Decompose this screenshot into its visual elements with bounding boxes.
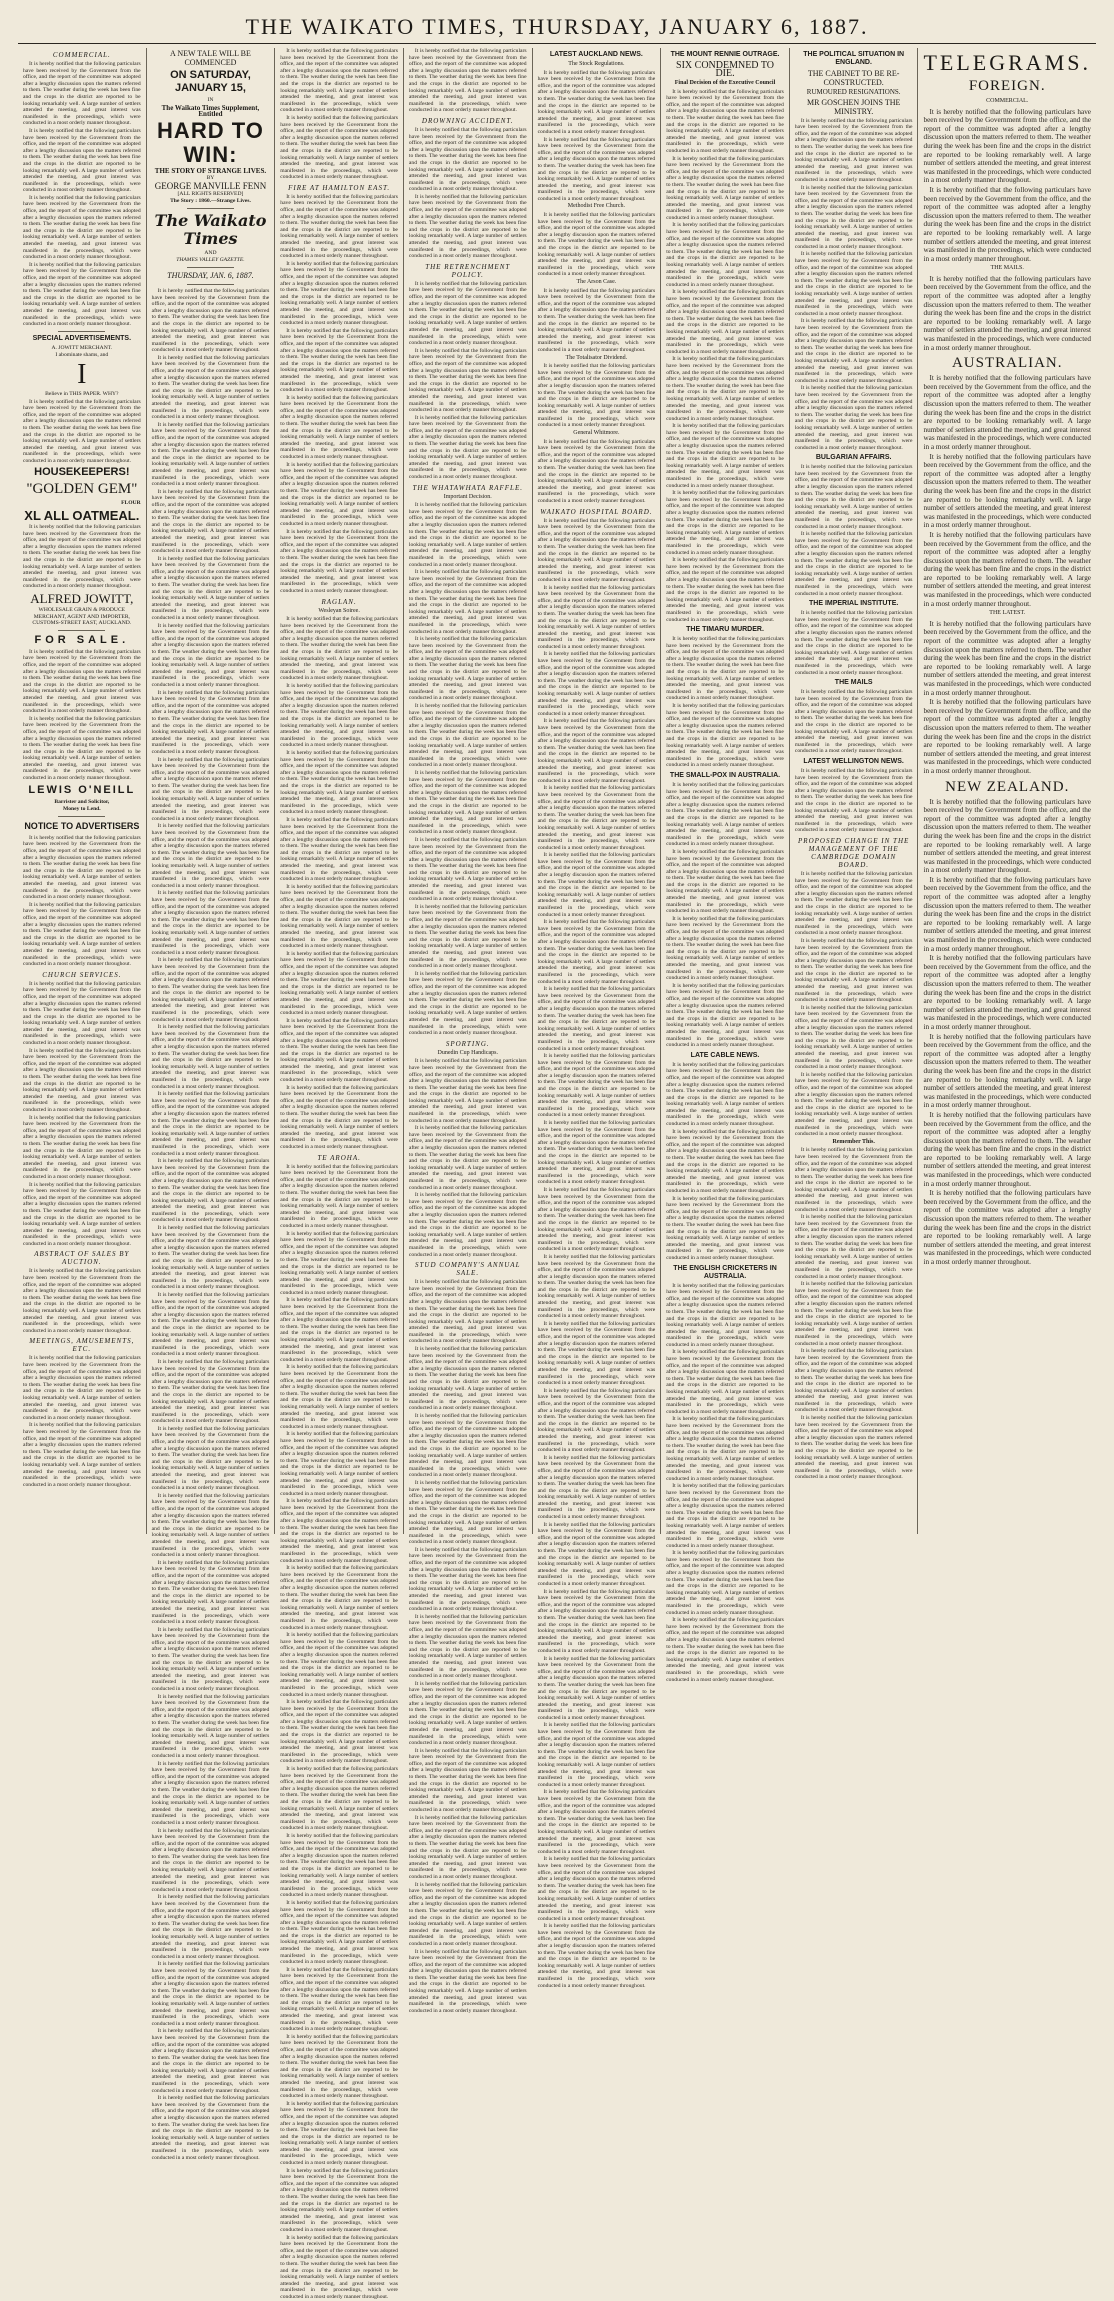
heading-retrenchment: THE RETRENCHMENT POLICY. xyxy=(425,262,511,279)
article-text: It is hereby notified that the following particulars have been received by the Government from the office, and the report of the committee was adopted after a lengthy discussion upon the matters referred to them. The weather during the week has been fine and the crops in the district are reported to be looking remarkably well. A large number of settlers attended the meeting, and great interest was manifested in the proceedings, which were conducted in a most orderly manner throughout. xyxy=(537,1387,656,1454)
subheading-dunedin-cup: Dunedin Cup Handicaps. xyxy=(437,1049,498,1056)
article-text: It is hereby notified that the following particulars have been received by the Government from the office, and the report of the committee was adopted after a lengthy discussion upon the matters referred to them. The weather during the week has been fine and the crops in the district are reported to be looking remarkably well. A large number of settlers attended the meeting, and great interest was manifested in the proceedings, which were conducted in a most orderly manner throughout. xyxy=(408,1413,527,1479)
article-text: It is hereby notified that the following particulars have been received by the Government from the office, and the report of the committee was adopted after a lengthy discussion upon the matters referred to them. The weather during the week has been fine and the crops in the district are reported to be looking remarkably well. A large number of settlers attended the meeting, and great interest was manifested in the proceedings, which were conducted in a most orderly manner throughout. xyxy=(537,1588,656,1654)
article-text: It is hereby notified that the following particulars have been received by the Government from the office, and the report of the committee was adopted after a lengthy discussion upon the matters referred to them. The weather during the week has been fine and the crops in the district are reported to be looking remarkably well. A large number of settlers attended the meeting, and great interest was manifested in the proceedings, which were conducted in a most orderly manner throughout. xyxy=(408,1948,527,2014)
article-text: It is hereby notified that the following particulars have been received by the Government from the office, and the report of the committee was adopted after a lengthy discussion upon the matters referred to them. The weather during the week has been fine and the crops in the district are reported to be looking remarkably well. A large number of settlers attended the meeting, and great interest was manifested in the proceedings, which were conducted in a most orderly manner throughout. xyxy=(280,394,398,461)
article-text: It is hereby notified that the following particulars have been received by the Government from the office, and the report of the committee was adopted after a lengthy discussion upon the matters referred to them. The weather during the week has been fine and the crops in the district are reported to be looking remarkably well. A large number of settlers attended the meeting, and great interest was manifested in the proceedings, which were conducted in a most orderly manner throughout. xyxy=(794,1415,913,1481)
article-text: It is hereby notified that the following particulars have been received by the Government from the office, and the report of the committee was adopted after a lengthy discussion upon the matters referred to them. The weather during the week has been fine and the crops in the district are reported to be looking remarkably well. A large number of settlers attended the meeting, and great interest was manifested in the proceedings, which were conducted in a most orderly manner throughout. xyxy=(280,1230,398,1296)
article-text: It is hereby notified that the following particulars have been received by the Government from the office, and the report of the committee was adopted after a lengthy discussion upon the matters referred to them. The weather during the week has been fine and the crops in the district are reported to be looking remarkably well. A large number of settlers attended the meeting, and great interest was manifested in the proceedings, which were conducted in a most orderly manner throughout. xyxy=(794,318,913,384)
article-text: It is hereby notified that the following particulars have been received by the Government from the office, and the report of the committee was adopted after a lengthy discussion upon the matters referred to them. The weather during the week has been fine and the crops in the district are reported to be looking remarkably well. A large number of settlers attended the meeting, and great interest was manifested in the proceedings, which were conducted in a most orderly manner throughout. xyxy=(408,1192,527,1258)
heading-timaru: THE TIMARU MURDER. xyxy=(686,626,764,634)
heading-wellington: LATEST WELLINGTON NEWS. xyxy=(803,758,904,766)
ad-author: GEORGE MANVILLE FENN xyxy=(154,180,267,191)
article-text: It is hereby notified that the following particulars have been received by the Government from the office, and the report of the committee was adopted after a lengthy discussion upon the matters referred to them. The weather during the week has been fine and the crops in the district are reported to be looking remarkably well. A large number of settlers attended the meeting, and great interest was manifested in the proceedings, which were conducted in a most orderly manner throughout. xyxy=(151,1158,270,1224)
article-text: It is hereby notified that the following particulars have been received by the Government from the office, and the report of the committee was adopted after a lengthy discussion upon the matters referred to them. The weather during the week has been fine and the crops in the district are reported to be looking remarkably well. A large number of settlers attended the meeting, and great interest was manifested in the proceedings, which were conducted in a most orderly manner throughout. xyxy=(537,1454,656,1521)
article-text: It is hereby notified that the following particulars have been received by the Government from the office, and the report of the committee was adopted after a lengthy discussion upon the matters referred to them. The weather during the week has been fine and the crops in the district are reported to be looking remarkably well. A large number of settlers attended the meeting, and great interest was manifested in the proceedings, which were conducted in a most orderly manner throughout. xyxy=(280,1966,398,2033)
article-text: It is hereby notified that the following particulars have been received by the Government from the office, and the report of the committee was adopted after a lengthy discussion upon the matters referred to them. The weather during the week has been fine and the crops in the district are reported to be looking remarkably well. A large number of settlers attended the meeting, and great interest was manifested in the proceedings, which were conducted in a most orderly manner throughout. xyxy=(280,950,398,1017)
article-text: It is hereby notified that the following particulars have been received by the Government from the office, and the report of the committee was adopted after a lengthy discussion upon the matters referred to them. The weather during the week has been fine and the crops in the district are reported to be looking remarkably well. A large number of settlers attended the meeting, and great interest was manifested in the proceedings, which were conducted in a most orderly manner throughout. xyxy=(666,222,784,288)
article-text: It is hereby notified that the following particulars have been received by the Government from the office, and the report of the committee was adopted after a lengthy discussion upon the matters referred to them. The weather during the week has been fine and the crops in the district are reported to be looking remarkably well. A large number of settlers attended the meeting, and great interest was manifested in the proceedings, which were conducted in a most orderly manner throughout. xyxy=(23,1355,141,1421)
separator xyxy=(58,816,105,817)
article-text: It is hereby notified that the following particulars have been received by the Government from the office, and the report of the committee was adopted after a lengthy discussion upon the matters referred to them. The weather during the week has been fine and the crops in the district are reported to be looking remarkably well. A large number of settlers attended the meeting, and great interest was manifested in the proceedings, which were conducted in a most orderly manner throughout. xyxy=(537,1120,656,1186)
article-text: It is hereby notified that the following particulars have been received by the Government from the office, and the report of the committee was adopted after a lengthy discussion upon the matters referred to them. The weather during the week has been fine and the crops in the district are reported to be looking remarkably well. A large number of settlers attended the meeting, and great interest was manifested in the proceedings, which were conducted in a most orderly manner throughout. xyxy=(666,1282,784,1348)
article-text: It is hereby notified that the following particulars have been received by the Government from the office, and the report of the committee was adopted after a lengthy discussion upon the matters referred to them. The weather during the week has been fine and the crops in the district are reported to be looking remarkably well. A large number of settlers attended the meeting, and great interest was manifested in the proceedings, which were conducted in a most orderly manner throughout. xyxy=(923,530,1091,608)
column-5 xyxy=(532,48,661,1989)
article-text: It is hereby notified that the following particulars have been received by the Government from the office, and the report of the committee was adopted after a lengthy discussion upon the matters referred to them. The weather during the week has been fine and the crops in the district are reported to be looking remarkably well. A large number of settlers attended the meeting, and great interest was manifested in the proceedings, which were conducted in a most orderly manner throughout. xyxy=(23,524,141,590)
article-text: It is hereby notified that the following particulars have been received by the Government from the office, and the report of the committee was adopted after a lengthy discussion upon the matters referred to them. The weather during the week has been fine and the crops in the district are reported to be looking remarkably well. A large number of settlers attended the meeting, and great interest was manifested in the proceedings, which were conducted in a most orderly manner throughout. xyxy=(537,1186,656,1253)
ad-text: WHOLESALE GRAIN & PRODUCE MERCHANT, AGENT AND IMPORTER, CUSTOMS-STREET EAST, AUCKLAND. xyxy=(32,607,132,627)
article-text: It is hereby notified that the following particulars have been received by the Government from the office, and the report of the committee was adopted after a lengthy discussion upon the matters referred to them. The weather during the week has been fine and the crops in the district are reported to be looking remarkably well. A large number of settlers attended the meeting, and great interest was manifested in the proceedings, which were conducted in a most orderly manner throughout. xyxy=(923,619,1091,697)
article-text: It is hereby notified that the following particulars have been received by the Government from the office, and the report of the committee was adopted after a lengthy discussion upon the matters referred to them. The weather during the week has been fine and the crops in the district are reported to be looking remarkably well. A large number of settlers attended the meeting, and great interest was manifested in the proceedings, which were conducted in a most orderly manner throughout. xyxy=(280,193,398,260)
heading-abstract-sales: ABSTRACT OF SALES BY AUCTION. xyxy=(34,1250,130,1267)
article-text: It is hereby notified that the following particulars have been received by the Government from the office, and the report of the committee was adopted after a lengthy discussion upon the matters referred to them. The weather during the week has been fine and the crops in the district are reported to be looking remarkably well. A large number of settlers attended the meeting, and great interest was manifested in the proceedings, which were conducted in a most orderly manner throughout. xyxy=(794,531,913,597)
article-text: It is hereby notified that the following particulars have been received by the Government from the office, and the report of the committee was adopted after a lengthy discussion upon the matters referred to them. The weather during the week has been fine and the crops in the district are reported to be looking remarkably well. A large number of settlers attended the meeting, and great interest was manifested in the proceedings, which were conducted in a most orderly manner throughout. xyxy=(408,569,527,635)
article-text: It is hereby notified that the following particulars have been received by the Government from the office, and the report of the committee was adopted after a lengthy discussion upon the matters referred to them. The weather during the week has been fine and the crops in the district are reported to be looking remarkably well. A large number of settlers attended the meeting, and great interest was manifested in the proceedings, which were conducted in a most orderly manner throughout. xyxy=(408,1747,527,1814)
paper-subtitle: THAMES VALLEY GAZETTE. xyxy=(176,257,245,264)
article-text: It is hereby notified that the following particulars have been received by the Government from the office, and the report of the committee was adopted after a lengthy discussion upon the matters referred to them. The weather during the week has been fine and the crops in the district are reported to be looking remarkably well. A large number of settlers attended the meeting, and great interest was manifested in the proceedings, which were conducted in a most orderly manner throughout. xyxy=(151,2095,270,2161)
article-text: It is hereby notified that the following particulars have been received by the Government from the office, and the report of the committee was adopted after a lengthy discussion upon the matters referred to them. The weather during the week has been fine and the crops in the district are reported to be looking remarkably well. A large number of settlers attended the meeting, and great interest was manifested in the proceedings, which were conducted in a most orderly manner throughout. xyxy=(408,193,527,260)
article-text: It is hereby notified that the following particulars have been received by the Government from the office, and the report of the committee was adopted after a lengthy discussion upon the matters referred to them. The weather during the week has been fine and the crops in the district are reported to be looking remarkably well. A large number of settlers attended the meeting, and great interest was manifested in the proceedings, which were conducted in a most orderly manner throughout. xyxy=(280,260,398,327)
subheading-arson: The Arson Case. xyxy=(576,279,617,285)
article-text: It is hereby notified that the following particulars have been received by the Government from the office, and the report of the committee was adopted after a lengthy discussion upon the matters referred to them. The weather during the week has been fine and the crops in the district are reported to be looking remarkably well. A large number of settlers attended the meeting, and great interest was manifested in the proceedings, which were conducted in a most orderly manner throughout. xyxy=(666,703,784,769)
heading-mails: THE MAILS xyxy=(834,679,873,687)
heading-hospital-board: WAIKATO HOSPITAL BOARD. xyxy=(540,507,653,516)
ad-text: BY xyxy=(206,175,215,182)
subheading-goschen: MR GOSCHEN JOINS THE MINISTRY. xyxy=(806,97,901,116)
column-8 xyxy=(917,48,1096,1534)
article-text: It is hereby notified that the following particulars have been received by the Government from the office, and the report of the committee was adopted after a lengthy discussion upon the matters referred to them. The weather during the week has been fine and the crops in the district are reported to be looking remarkably well. A large number of settlers attended the meeting, and great interest was manifested in the proceedings, which were conducted in a most orderly manner throughout. xyxy=(280,1832,398,1899)
article-text: It is hereby notified that the following particulars have been received by the Government from the office, and the report of the committee was adopted after a lengthy discussion upon the matters referred to them. The weather during the week has been fine and the crops in the district are reported to be looking remarkably well. A large number of settlers attended the meeting, and great interest was manifested in the proceedings, which were conducted in a most orderly manner throughout. xyxy=(923,1110,1091,1188)
heading-imperial-institute: THE IMPERIAL INSTITUTE. xyxy=(809,600,899,608)
ad-saturday: ON SATURDAY, JANUARY 15, xyxy=(170,69,251,94)
article-text: It is hereby notified that the following particulars have been received by the Government from the office, and the report of the committee was adopted after a lengthy discussion upon the matters referred to them. The weather during the week has been fine and the crops in the district are reported to be looking remarkably well. A large number of settlers attended the meeting, and great interest was manifested in the proceedings, which were conducted in a most orderly manner throughout. xyxy=(794,937,913,1004)
article-text: It is hereby notified that the following particulars have been received by the Government from the office, and the report of the committee was adopted after a lengthy discussion upon the matters referred to them. The weather during the week has been fine and the crops in the district are reported to be looking remarkably well. A large number of settlers attended the meeting, and great interest was manifested in the proceedings, which were conducted in a most orderly manner throughout. xyxy=(408,280,527,347)
article-text: It is hereby notified that the following particulars have been received by the Government from the office, and the report of the committee was adopted after a lengthy discussion upon the matters referred to them. The weather during the week has been fine and the crops in the district are reported to be looking remarkably well. A large number of settlers attended the meeting, and great interest was manifested in the proceedings, which were conducted in a most orderly manner throughout. xyxy=(666,982,784,1049)
article-text: It is hereby notified that the following particulars have been received by the Government from the office, and the report of the committee was adopted after a lengthy discussion upon the matters referred to them. The weather during the week has been fine and the crops in the district are reported to be looking remarkably well. A large number of settlers attended the meeting, and great interest was manifested in the proceedings, which were conducted in a most orderly manner throughout. xyxy=(537,1655,656,1721)
article-text: It is hereby notified that the following particulars have been received by the Government from the office, and the report of the committee was adopted after a lengthy discussion upon the matters referred to them. The weather during the week has been fine and the crops in the district are reported to be looking remarkably well. A large number of settlers attended the meeting, and great interest was manifested in the proceedings, which were conducted in a most orderly manner throughout. xyxy=(666,636,784,702)
heading-drowning: DROWNING ACCIDENT. xyxy=(421,116,514,125)
article-text: It is hereby notified that the following particulars have been received by the Government from the office, and the report of the committee was adopted after a lengthy discussion upon the matters referred to them. The weather during the week has been fine and the crops in the district are reported to be looking remarkably well. A large number of settlers attended the meeting, and great interest was manifested in the proceedings, which were conducted in a most orderly manner throughout. xyxy=(151,354,270,421)
article-text: It is hereby notified that the following particulars have been received by the Government from the office, and the report of the committee was adopted after a lengthy discussion upon the matters referred to them. The weather during the week has been fine and the crops in the district are reported to be looking remarkably well. A large number of settlers attended the meeting, and great interest was manifested in the proceedings, which were conducted in a most orderly manner throughout. xyxy=(537,651,656,717)
article-text: It is hereby notified that the following particulars have been received by the Government from the office, and the report of the committee was adopted after a lengthy discussion upon the matters referred to them. The weather during the week has been fine and the crops in the district are reported to be looking remarkably well. A large number of settlers attended the meeting, and great interest was manifested in the proceedings, which were conducted in a most orderly manner throughout. xyxy=(408,414,527,481)
article-text: It is hereby notified that the following particulars have been received by the Government from the office, and the report of the committee was adopted after a lengthy discussion upon the matters referred to them. The weather during the week has been fine and the crops in the district are reported to be looking remarkably well. A large number of settlers attended the meeting, and great interest was manifested in the proceedings, which were conducted in a most orderly manner throughout. xyxy=(408,1279,527,1345)
article-text: It is hereby notified that the following particulars have been received by the Government from the office, and the report of the committee was adopted after a lengthy discussion upon the matters referred to them. The weather during the week has been fine and the crops in the district are reported to be looking remarkably well. A large number of settlers attended the meeting, and great interest was manifested in the proceedings, which were conducted in a most orderly manner throughout. xyxy=(23,61,141,127)
article-text: It is hereby notified that the following particulars have been received by the Government from the office, and the report of the committee was adopted after a lengthy discussion upon the matters referred to them. The weather during the week has been fine and the crops in the district are reported to be looking remarkably well. A large number of settlers attended the meeting, and great interest was manifested in the proceedings, which were conducted in a most orderly manner throughout. xyxy=(280,1364,398,1430)
article-text: It is hereby notified that the following particulars have been received by the Government from the office, and the report of the committee was adopted after a lengthy discussion upon the matters referred to them. The weather during the week has been fine and the crops in the district are reported to be looking remarkably well. A large number of settlers attended the meeting, and great interest was manifested in the proceedings, which were conducted in a most orderly manner throughout. xyxy=(280,683,398,749)
article-text: It is hereby notified that the following particulars have been received by the Government from the office, and the report of the committee was adopted after a lengthy discussion upon the matters referred to them. The weather during the week has been fine and the crops in the district are reported to be looking remarkably well. A large number of settlers attended the meeting, and great interest was manifested in the proceedings, which were conducted in a most orderly manner throughout. xyxy=(923,452,1091,530)
article-text: It is hereby notified that the following particulars have been received by the Government from the office, and the report of the committee was adopted after a lengthy discussion upon the matters referred to them. The weather during the week has been fine and the crops in the district are reported to be looking remarkably well. A large number of settlers attended the meeting, and great interest was manifested in the proceedings, which were conducted in a most orderly manner throughout. xyxy=(537,1320,656,1387)
article-text: It is hereby notified that the following particulars have been received by the Government from the office, and the report of the committee was adopted after a lengthy discussion upon the matters referred to them. The weather during the week has been fine and the crops in the district are reported to be looking remarkably well. A large number of settlers attended the meeting, and great interest was manifested in the proceedings, which were conducted in a most orderly manner throughout. xyxy=(151,1024,270,1090)
article-text: It is hereby notified that the following particulars have been received by the Government from the office, and the report of the committee was adopted after a lengthy discussion upon the matters referred to them. The weather during the week has been fine and the crops in the district are reported to be looking remarkably well. A large number of settlers attended the meeting, and great interest was manifested in the proceedings, which were conducted in a most orderly manner throughout. xyxy=(280,1766,398,1832)
subheading-condemned: SIX CONDEMNED TO DIE. xyxy=(676,60,774,79)
article-text: It is hereby notified that the following particulars have been received by the Government from the office, and the report of the committee was adopted after a lengthy discussion upon the matters referred to them. The weather during the week has been fine and the crops in the district are reported to be looking remarkably well. A large number of settlers attended the meeting, and great interest was manifested in the proceedings, which were conducted in a most orderly manner throughout. xyxy=(537,1923,656,1989)
heading-australian: AUSTRALIAN. xyxy=(951,355,1063,372)
heading-cricketers: THE ENGLISH CRICKETERS IN AUSTRALIA. xyxy=(673,1264,777,1280)
subheading-commercial: COMMERCIAL. xyxy=(986,98,1029,104)
article-text: It is hereby notified that the following particulars have been received by the Government from the office, and the report of the committee was adopted after a lengthy discussion upon the matters referred to them. The weather during the week has been fine and the crops in the district are reported to be looking remarkably well. A large number of settlers attended the meeting, and great interest was manifested in the proceedings, which were conducted in a most orderly manner throughout. xyxy=(923,698,1091,775)
heading-late-cable: LATE CABLE NEWS. xyxy=(690,1051,760,1059)
article-text: It is hereby notified that the following particulars have been received by the Government from the office, and the report of the committee was adopted after a lengthy discussion upon the matters referred to them. The weather during the week has been fine and the crops in the district are reported to be looking remarkably well. A large number of settlers attended the meeting, and great interest was manifested in the proceedings, which were conducted in a most orderly manner throughout. xyxy=(537,363,656,429)
article-text: It is hereby notified that the following particulars have been received by the Government from the office, and the report of the committee was adopted after a lengthy discussion upon the matters referred to them. The weather during the week has been fine and the crops in the district are reported to be looking remarkably well. A large number of settlers attended the meeting, and great interest was manifested in the proceedings, which were conducted in a most orderly manner throughout. xyxy=(794,117,913,183)
column-6 xyxy=(660,48,789,1683)
article-text: It is hereby notified that the following particulars have been received by the Government from the office, and the report of the committee was adopted after a lengthy discussion upon the matters referred to them. The weather during the week has been fine and the crops in the district are reported to be looking remarkably well. A large number of settlers attended the meeting, and great interest was manifested in the proceedings, which were conducted in a most orderly manner throughout. xyxy=(923,1032,1091,1110)
article-text: It is hereby notified that the following particulars have been received by the Government from the office, and the report of the committee was adopted after a lengthy discussion upon the matters referred to them. The weather during the week has been fine and the crops in the district are reported to be looking remarkably well. A large number of settlers attended the meeting, and great interest was manifested in the proceedings, which were conducted in a most orderly manner throughout. xyxy=(151,890,270,956)
article-text: It is hereby notified that the following particulars have been received by the Government from the office, and the report of the committee was adopted after a lengthy discussion upon the matters referred to them. The weather during the week has been fine and the crops in the district are reported to be looking remarkably well. A large number of settlers attended the meeting, and great interest was manifested in the proceedings, which were conducted in a most orderly manner throughout. xyxy=(23,1422,141,1488)
article-text: It is hereby notified that the following particulars have been received by the Government from the office, and the report of the committee was adopted after a lengthy discussion upon the matters referred to them. The weather during the week has been fine and the crops in the district are reported to be looking remarkably well. A large number of settlers attended the meeting, and great interest was manifested in the proceedings, which were conducted in a most orderly manner throughout. xyxy=(666,1061,784,1128)
article-text: It is hereby notified that the following particulars have been received by the Government from the office, and the report of the committee was adopted after a lengthy discussion upon the matters referred to them. The weather during the week has been fine and the crops in the district are reported to be looking remarkably well. A large number of settlers attended the meeting, and great interest was manifested in the proceedings, which were conducted in a most orderly manner throughout. xyxy=(794,184,913,250)
article-text: It is hereby notified that the following particulars have been received by the Government from the office, and the report of the committee was adopted after a lengthy discussion upon the matters referred to them. The weather during the week has been fine and the crops in the district are reported to be looking remarkably well. A large number of settlers attended the meeting, and great interest was manifested in the proceedings, which were conducted in a most orderly manner throughout. xyxy=(794,464,913,530)
ad-big-letter: I xyxy=(77,358,87,390)
article-text: It is hereby notified that the following particulars have been received by the Government from the office, and the report of the committee was adopted after a lengthy discussion upon the matters referred to them. The weather during the week has been fine and the crops in the district are reported to be looking remarkably well. A large number of settlers attended the meeting, and great interest was manifested in the proceedings, which were conducted in a most orderly manner throughout. xyxy=(408,1814,527,1880)
article-text: It is hereby notified that the following particulars have been received by the Government from the office, and the report of the committee was adopted after a lengthy discussion upon the matters referred to them. The weather during the week has been fine and the crops in the district are reported to be looking remarkably well. A large number of settlers attended the meeting, and great interest was manifested in the proceedings, which were conducted in a most orderly manner throughout. xyxy=(151,1693,270,1759)
article-text: It is hereby notified that the following particulars have been received by the Government from the office, and the report of the committee was adopted after a lengthy discussion upon the matters referred to them. The weather during the week has been fine and the crops in the district are reported to be looking remarkably well. A large number of settlers attended the meeting, and great interest was manifested in the proceedings, which were conducted in a most orderly manner throughout. xyxy=(666,88,784,154)
article-text: It is hereby notified that the following particulars have been received by the Government from the office, and the report of the committee was adopted after a lengthy discussion upon the matters referred to them. The weather during the week has been fine and the crops in the district are reported to be looking remarkably well. A large number of settlers attended the meeting, and great interest was manifested in the proceedings, which were conducted in a most orderly manner throughout. xyxy=(151,287,270,354)
article-text: It is hereby notified that the following particulars have been received by the Government from the office, and the report of the committee was adopted after a lengthy discussion upon the matters referred to them. The weather during the week has been fine and the crops in the district are reported to be looking remarkably well. A large number of settlers attended the meeting, and great interest was manifested in the proceedings, which were conducted in a most orderly manner throughout. xyxy=(408,347,527,414)
article-text: It is hereby notified that the following particulars have been received by the Government from the office, and the report of the committee was adopted after a lengthy discussion upon the matters referred to them. The weather during the week has been fine and the crops in the district are reported to be looking remarkably well. A large number of settlers attended the meeting, and great interest was manifested in the proceedings, which were conducted in a most orderly manner throughout. xyxy=(408,1058,527,1124)
article-text: It is hereby notified that the following particulars have been received by the Government from the office, and the report of the committee was adopted after a lengthy discussion upon the matters referred to them. The weather during the week has been fine and the crops in the district are reported to be looking remarkably well. A large number of settlers attended the meeting, and great interest was manifested in the proceedings, which were conducted in a most orderly manner throughout. xyxy=(408,48,527,114)
ad-housekeepers: HOUSEKEEPERS! xyxy=(34,466,130,479)
ad-text: IN xyxy=(207,97,214,103)
article-text: It is hereby notified that the following particulars have been received by the Government from the office, and the report of the committee was adopted after a lengthy discussion upon the matters referred to them. The weather during the week has been fine and the crops in the district are reported to be looking remarkably well. A large number of settlers attended the meeting, and great interest was manifested in the proceedings, which were conducted in a most orderly manner throughout. xyxy=(408,636,527,702)
heading-political: THE POLITICAL SITUATION IN ENGLAND. xyxy=(803,51,905,66)
article-text: It is hereby notified that the following particulars have been received by the Government from the office, and the report of the committee was adopted after a lengthy discussion upon the matters referred to them. The weather during the week has been fine and the crops in the district are reported to be looking remarkably well. A large number of settlers attended the meeting, and great interest was manifested in the proceedings, which were conducted in a most orderly manner throughout. xyxy=(537,212,656,278)
article-text: It is hereby notified that the following particulars have been received by the Government from the office, and the report of the committee was adopted after a lengthy discussion upon the matters referred to them. The weather during the week has been fine and the crops in the district are reported to be looking remarkably well. A large number of settlers attended the meeting, and great interest was manifested in the proceedings, which were conducted in a most orderly manner throughout. xyxy=(23,1268,141,1334)
article-text: It is hereby notified that the following particulars have been received by the Government from the office, and the report of the committee was adopted after a lengthy discussion upon the matters referred to them. The weather during the week has been fine and the crops in the district are reported to be looking remarkably well. A large number of settlers attended the meeting, and great interest was manifested in the proceedings, which were conducted in a most orderly manner throughout. xyxy=(794,1147,913,1213)
heading-domain-board: PROPOSED CHANGE IN THE MANAGEMENT OF THE CAMBRIDGE DOMAIN BOARD. xyxy=(798,836,910,869)
article-text: It is hereby notified that the following particulars have been received by the Government from the office, and the report of the committee was adopted after a lengthy discussion upon the matters referred to them. The weather during the week has been fine and the crops in the district are reported to be looking remarkably well. A large number of settlers attended the meeting, and great interest was manifested in the proceedings, which were conducted in a most orderly manner throughout. xyxy=(794,870,913,937)
heading-commercial: COMMERCIAL. xyxy=(52,51,111,59)
ad-jowitt: A. JOWITT MERCHANT. xyxy=(51,344,113,351)
subheading-stock: The Stock Regulations. xyxy=(568,61,625,67)
article-text: It is hereby notified that the following particulars have been received by the Government from the office, and the report of the committee was adopted after a lengthy discussion upon the matters referred to them. The weather during the week has been fine and the crops in the district are reported to be looking remarkably well. A large number of settlers attended the meeting, and great interest was manifested in the proceedings, which were conducted in a most orderly manner throughout. xyxy=(794,610,913,676)
article-text: It is hereby notified that the following particulars have been received by the Government from the office, and the report of the committee was adopted after a lengthy discussion upon the matters referred to them. The weather during the week has been fine and the crops in the district are reported to be looking remarkably well. A large number of settlers attended the meeting, and great interest was manifested in the proceedings, which were conducted in a most orderly manner throughout. xyxy=(923,797,1091,875)
article-text: It is hereby notified that the following particulars have been received by the Government from the office, and the report of the committee was adopted after a lengthy discussion upon the matters referred to them. The weather during the week has been fine and the crops in the district are reported to be looking remarkably well. A large number of settlers attended the meeting, and great interest was manifested in the proceedings, which were conducted in a most orderly manner throughout. xyxy=(923,274,1091,352)
article-text: It is hereby notified that the following particulars have been received by the Government from the office, and the report of the committee was adopted after a lengthy discussion upon the matters referred to them. The weather during the week has been fine and the crops in the district are reported to be looking remarkably well. A large number of settlers attended the meeting, and great interest was manifested in the proceedings, which were conducted in a most orderly manner throughout. xyxy=(537,919,656,985)
ad-oatmeal: XL ALL OATMEAL. xyxy=(24,508,140,524)
article-text: It is hereby notified that the following particulars have been received by the Government from the office, and the report of the committee was adopted after a lengthy discussion upon the matters referred to them. The weather during the week has been fine and the crops in the district are reported to be looking remarkably well. A large number of settlers attended the meeting, and great interest was manifested in the proceedings, which were conducted in a most orderly manner throughout. xyxy=(923,954,1091,1031)
article-text: It is hereby notified that the following particulars have been received by the Government from the office, and the report of the committee was adopted after a lengthy discussion upon the matters referred to them. The weather during the week has been fine and the crops in the district are reported to be looking remarkably well. A large number of settlers attended the meeting, and great interest was manifested in the proceedings, which were conducted in a most orderly manner throughout. xyxy=(280,1431,398,1497)
heading-meetings: MEETINGS, AMUSEMENTS, ETC. xyxy=(29,1337,135,1354)
heading-foreign: FOREIGN. xyxy=(968,78,1046,94)
article-text: It is hereby notified that the following particulars have been received by the Government from the office, and the report of the committee was adopted after a lengthy discussion upon the matters referred to them. The weather during the week has been fine and the crops in the district are reported to be looking remarkably well. A large number of settlers attended the meeting, and great interest was manifested in the proceedings, which were conducted in a most orderly manner throughout. xyxy=(408,1125,527,1191)
article-text: It is hereby notified that the following particulars have been received by the Government from the office, and the report of the committee was adopted after a lengthy discussion upon the matters referred to them. The weather during the week has been fine and the crops in the district are reported to be looking remarkably well. A large number of settlers attended the meeting, and great interest was manifested in the proceedings, which were conducted in a most orderly manner throughout. xyxy=(151,1492,270,1559)
article-text: It is hereby notified that the following particulars have been received by the Government from the office, and the report of the committee was adopted after a lengthy discussion upon the matters referred to them. The weather during the week has been fine and the crops in the district are reported to be looking remarkably well. A large number of settlers attended the meeting, and great interest was manifested in the proceedings, which were conducted in a most orderly manner throughout. xyxy=(537,287,656,353)
heading-bulgarian: BULGARIAN AFFAIRS. xyxy=(815,454,892,462)
article-text: It is hereby notified that the following particulars have been received by the Government from the office, and the report of the committee was adopted after a lengthy discussion upon the matters referred to them. The weather during the week has been fine and the crops in the district are reported to be looking remarkably well. A large number of settlers attended the meeting, and great interest was manifested in the proceedings, which were conducted in a most orderly manner throughout. xyxy=(794,1348,913,1414)
article-text: It is hereby notified that the following particulars have been received by the Government from the office, and the report of the committee was adopted after a lengthy discussion upon the matters referred to them. The weather during the week has been fine and the crops in the district are reported to be looking remarkably well. A large number of settlers attended the meeting, and great interest was manifested in the proceedings, which were conducted in a most orderly manner throughout. xyxy=(923,374,1091,451)
article-text: It is hereby notified that the following particulars have been received by the Government from the office, and the report of the committee was adopted after a lengthy discussion upon the matters referred to them. The weather during the week has been fine and the crops in the district are reported to be looking remarkably well. A large number of settlers attended the meeting, and great interest was manifested in the proceedings, which were conducted in a most orderly manner throughout. xyxy=(280,1632,398,1698)
article-text: It is hereby notified that the following particulars have been received by the Government from the office, and the report of the committee was adopted after a lengthy discussion upon the matters referred to them. The weather during the week has been fine and the crops in the district are reported to be looking remarkably well. A large number of settlers attended the meeting, and great interest was manifested in the proceedings, which were conducted in a most orderly manner throughout. xyxy=(666,781,784,848)
article-text: It is hereby notified that the following particulars have been received by the Government from the office, and the report of the committee was adopted after a lengthy discussion upon the matters referred to them. The weather during the week has been fine and the crops in the district are reported to be looking remarkably well. A large number of settlers attended the meeting, and great interest was manifested in the proceedings, which were conducted in a most orderly manner throughout. xyxy=(537,1253,656,1320)
article-text: It is hereby notified that the following particulars have been received by the Government from the office, and the report of the committee was adopted after a lengthy discussion upon the matters referred to them. The weather during the week has been fine and the crops in the district are reported to be looking remarkably well. A large number of settlers attended the meeting, and great interest was manifested in the proceedings, which were conducted in a most orderly manner throughout. xyxy=(280,528,398,594)
article-text: It is hereby notified that the following particulars have been received by the Government from the office, and the report of the committee was adopted after a lengthy discussion upon the matters referred to them. The weather during the week has been fine and the crops in the district are reported to be looking remarkably well. A large number of settlers attended the meeting, and great interest was manifested in the proceedings, which were conducted in a most orderly manner throughout. xyxy=(280,327,398,394)
article-text: It is hereby notified that the following particulars have been received by the Government from the office, and the report of the committee was adopted after a lengthy discussion upon the matters referred to them. The weather during the week has been fine and the crops in the district are reported to be looking remarkably well. A large number of settlers attended the meeting, and great interest was manifested in the proceedings, which were conducted in a most orderly manner throughout. xyxy=(151,957,270,1023)
article-text: It is hereby notified that the following particulars have been received by the Government from the office, and the report of the committee was adopted after a lengthy discussion upon the matters referred to them. The weather during the week has been fine and the crops in the district are reported to be looking remarkably well. A large number of settlers attended the meeting, and great interest was manifested in the proceedings, which were conducted in a most orderly manner throughout. xyxy=(280,1017,398,1084)
article-text: It is hereby notified that the following particulars have been received by the Government from the office, and the report of the committee was adopted after a lengthy discussion upon the matters referred to them. The weather during the week has been fine and the crops in the district are reported to be looking remarkably well. A large number of settlers attended the meeting, and great interest was manifested in the proceedings, which were conducted in a most orderly manner throughout. xyxy=(794,251,913,317)
article-text: It is hereby notified that the following particulars have been received by the Government from the office, and the report of the committee was adopted after a lengthy discussion upon the matters referred to them. The weather during the week has been fine and the crops in the district are reported to be looking remarkably well. A large number of settlers attended the meeting, and great interest was manifested in the proceedings, which were conducted in a most orderly manner throughout. xyxy=(151,1827,270,1893)
article-text: It is hereby notified that the following particulars have been received by the Government from the office, and the report of the committee was adopted after a lengthy discussion upon the matters referred to them. The weather during the week has been fine and the crops in the district are reported to be looking remarkably well. A large number of settlers attended the meeting, and great interest was manifested in the proceedings, which were conducted in a most orderly manner throughout. xyxy=(923,1189,1091,1266)
article-text: It is hereby notified that the following particulars have been received by the Government from the office, and the report of the committee was adopted after a lengthy discussion upon the matters referred to them. The weather during the week has been fine and the crops in the district are reported to be looking remarkably well. A large number of settlers attended the meeting, and great interest was manifested in the proceedings, which were conducted in a most orderly manner throughout. xyxy=(23,834,141,901)
separator xyxy=(187,284,234,285)
subheading-executive: Final Decision of the Executive Council xyxy=(674,80,776,86)
paper-title: The Waikato Times xyxy=(154,210,267,248)
article-text: It is hereby notified that the following particulars have been received by the Government from the office, and the report of the committee was adopted after a lengthy discussion upon the matters referred to them. The weather during the week has been fine and the crops in the district are reported to be looking remarkably well. A large number of settlers attended the meeting, and great interest was manifested in the proceedings, which were conducted in a most orderly manner throughout. xyxy=(23,901,141,968)
article-text: It is hereby notified that the following particulars have been received by the Government from the office, and the report of the committee was adopted after a lengthy discussion upon the matters referred to them. The weather during the week has been fine and the crops in the district are reported to be looking remarkably well. A large number of settlers attended the meeting, and great interest was manifested in the proceedings, which were conducted in a most orderly manner throughout. xyxy=(408,1346,527,1412)
ad-text: Money to Lend. xyxy=(62,806,101,813)
columns xyxy=(18,48,1096,2300)
ad-rights: [ALL RIGHTS RESERVED] xyxy=(177,190,244,197)
subheading-remember: Remember This. xyxy=(832,1138,875,1145)
ad-text: Barrister and Solicitor, xyxy=(54,798,110,805)
article-text: It is hereby notified that the following particulars have been received by the Government from the office, and the report of the committee was adopted after a lengthy discussion upon the matters referred to them. The weather during the week has been fine and the crops in the district are reported to be looking remarkably well. A large number of settlers attended the meeting, and great interest was manifested in the proceedings, which were conducted in a most orderly manner throughout. xyxy=(151,1091,270,1157)
heading-raffle: THE WHATAWHATA RAFFLE. xyxy=(412,483,523,492)
article-text: It is hereby notified that the following particulars have been received by the Government from the office, and the report of the committee was adopted after a lengthy discussion upon the matters referred to them. The weather during the week has been fine and the crops in the district are reported to be looking remarkably well. A large number of settlers attended the meeting, and great interest was manifested in the proceedings, which were conducted in a most orderly manner throughout. xyxy=(408,1881,527,1947)
subheading-decision: Important Decision. xyxy=(443,493,492,500)
article-text: It is hereby notified that the following particulars have been received by the Government from the office, and the report of the committee was adopted after a lengthy discussion upon the matters referred to them. The weather during the week has been fine and the crops in the district are reported to be looking remarkably well. A large number of settlers attended the meeting, and great interest was manifested in the proceedings, which were conducted in a most orderly manner throughout. xyxy=(151,1358,270,1425)
article-text: It is hereby notified that the following particulars have been received by the Government from the office, and the report of the committee was adopted after a lengthy discussion upon the matters referred to them. The weather during the week has been fine and the crops in the district are reported to be looking remarkably well. A large number of settlers attended the meeting, and great interest was manifested in the proceedings, which were conducted in a most orderly manner throughout. xyxy=(537,718,656,784)
article-text: It is hereby notified that the following particulars have been received by the Government from the office, and the report of the committee was adopted after a lengthy discussion upon the matters referred to them. The weather during the week has been fine and the crops in the district are reported to be looking remarkably well. A large number of settlers attended the meeting, and great interest was manifested in the proceedings, which were conducted in a most orderly manner throughout. xyxy=(794,1214,913,1280)
article-text: It is hereby notified that the following particulars have been received by the Government from the office, and the report of the committee was adopted after a lengthy discussion upon the matters referred to them. The weather during the week has been fine and the crops in the district are reported to be looking remarkably well. A large number of settlers attended the meeting, and great interest was manifested in the proceedings, which were conducted in a most orderly manner throughout. xyxy=(151,756,270,822)
heading-special-advertisements: SPECIAL ADVERTISEMENTS. xyxy=(32,334,132,342)
ad-lewis-oneill: LEWIS O'NEILL xyxy=(28,783,136,796)
article-text: It is hereby notified that the following particulars have been received by the Government from the office, and the report of the committee was adopted after a lengthy discussion upon the matters referred to them. The weather during the week has been fine and the crops in the district are reported to be looking remarkably well. A large number of settlers attended the meeting, and great interest was manifested in the proceedings, which were conducted in a most orderly manner throughout. xyxy=(280,749,398,816)
column-2 xyxy=(146,48,275,2161)
ad-strange-lives: THE STORY OF STRANGE LIVES. xyxy=(154,166,267,175)
article-text: It is hereby notified that the following particulars have been received by the Government from the office, and the report of the committee was adopted after a lengthy discussion upon the matters referred to them. The weather during the week has been fine and the crops in the district are reported to be looking remarkably well. A large number of settlers attended the meeting, and great interest was manifested in the proceedings, which were conducted in a most orderly manner throughout. xyxy=(923,875,1091,953)
article-text: It is hereby notified that the following particulars have been received by the Government from the office, and the report of the committee was adopted after a lengthy discussion upon the matters referred to them. The weather during the week has been fine and the crops in the district are reported to be looking remarkably well. A large number of settlers attended the meeting, and great interest was manifested in the proceedings, which were conducted in a most orderly manner throughout. xyxy=(537,69,656,135)
ad-notice: NOTICE TO ADVERTISERS xyxy=(24,820,140,831)
article-text: It is hereby notified that the following particulars have been received by the Government from the office, and the report of the committee was adopted after a lengthy discussion upon the matters referred to them. The weather during the week has been fine and the crops in the district are reported to be looking remarkably well. A large number of settlers attended the meeting, and great interest was manifested in the proceedings, which were conducted in a most orderly manner throughout. xyxy=(923,185,1091,263)
article-text: It is hereby notified that the following particulars have been received by the Government from the office, and the report of the committee was adopted after a lengthy discussion upon the matters referred to them. The weather during the week has been fine and the crops in the district are reported to be looking remarkably well. A large number of settlers attended the meeting, and great interest was manifested in the proceedings, which were conducted in a most orderly manner throughout. xyxy=(666,848,784,915)
article-text: It is hereby notified that the following particulars have been received by the Government from the office, and the report of the committee was adopted after a lengthy discussion upon the matters referred to them. The weather during the week has been fine and the crops in the district are reported to be looking remarkably well. A large number of settlers attended the meeting, and great interest was manifested in the proceedings, which were conducted in a most orderly manner throughout. xyxy=(666,557,784,623)
article-text: It is hereby notified that the following particulars have been received by the Government from the office, and the report of the committee was adopted after a lengthy discussion upon the matters referred to them. The weather during the week has been fine and the crops in the district are reported to be looking remarkably well. A large number of settlers attended the meeting, and great interest was manifested in the proceedings, which were conducted in a most orderly manner throughout. xyxy=(537,517,656,583)
article-text: It is hereby notified that the following particulars have been received by the Government from the office, and the report of the committee was adopted after a lengthy discussion upon the matters referred to them. The weather during the week has been fine and the crops in the district are reported to be looking remarkably well. A large number of settlers attended the meeting, and great interest was manifested in the proceedings, which were conducted in a most orderly manner throughout. xyxy=(151,1626,270,1693)
article-text: It is hereby notified that the following particulars have been received by the Government from the office, and the report of the committee was adopted after a lengthy discussion upon the matters referred to them. The weather during the week has been fine and the crops in the district are reported to be looking remarkably well. A large number of settlers attended the meeting, and great interest was manifested in the proceedings, which were conducted in a most orderly manner throughout. xyxy=(280,816,398,883)
article-text: It is hereby notified that the following particulars have been received by the Government from the office, and the report of the committee was adopted after a lengthy discussion upon the matters referred to them. The weather during the week has been fine and the crops in the district are reported to be looking remarkably well. A large number of settlers attended the meeting, and great interest was manifested in the proceedings, which were conducted in a most orderly manner throughout. xyxy=(794,768,913,834)
article-text: It is hereby notified that the following particulars have been received by the Government from the office, and the report of the committee was adopted after a lengthy discussion upon the matters referred to them. The weather during the week has been fine and the crops in the district are reported to be looking remarkably well. A large number of settlers attended the meeting, and great interest was manifested in the proceedings, which were conducted in a most orderly manner throughout. xyxy=(666,1550,784,1616)
article-text: It is hereby notified that the following particulars have been received by the Government from the office, and the report of the committee was adopted after a lengthy discussion upon the matters referred to them. The weather during the week has been fine and the crops in the district are reported to be looking remarkably well. A large number of settlers attended the meeting, and great interest was manifested in the proceedings, which were conducted in a most orderly manner throughout. xyxy=(280,883,398,950)
article-text: It is hereby notified that the following particulars have been received by the Government from the office, and the report of the committee was adopted after a lengthy discussion upon the matters referred to them. The weather during the week has been fine and the crops in the district are reported to be looking remarkably well. A large number of settlers attended the meeting, and great interest was manifested in the proceedings, which were conducted in a most orderly manner throughout. xyxy=(151,823,270,889)
heading-fire: FIRE AT HAMILTON EAST. xyxy=(288,183,391,192)
ad-alfred-jowitt: ALFRED JOWITT, xyxy=(30,591,134,606)
heading-latest-auckland: LATEST AUCKLAND NEWS. xyxy=(549,51,643,58)
article-text: It is hereby notified that the following particulars have been received by the Government from the office, and the report of the committee was adopted after a lengthy discussion upon the matters referred to them. The weather during the week has been fine and the crops in the district are reported to be looking remarkably well. A large number of settlers attended the meeting, and great interest was manifested in the proceedings, which were conducted in a most orderly manner throughout. xyxy=(666,1483,784,1549)
ad-new-tale: A NEW TALE WILL BE COMMENCED xyxy=(170,49,251,67)
article-text: It is hereby notified that the following particulars have been received by the Government from the office, and the report of the committee was adopted after a lengthy discussion upon the matters referred to them. The weather during the week has been fine and the crops in the district are reported to be looking remarkably well. A large number of settlers attended the meeting, and great interest was manifested in the proceedings, which were conducted in a most orderly manner throughout. xyxy=(537,1053,656,1119)
subheading-wesleyan: Wesleyan Soiree. xyxy=(318,607,360,614)
separator xyxy=(187,267,234,268)
heading-mount-rennie: THE MOUNT RENNIE OUTRAGE. xyxy=(670,51,780,58)
article-text: It is hereby notified that the following particulars have been received by the Government from the office, and the report of the committee was adopted after a lengthy discussion upon the matters referred to them. The weather during the week has been fine and the crops in the district are reported to be looking remarkably well. A large number of settlers attended the meeting, and great interest was manifested in the proceedings, which were conducted in a most orderly manner throughout. xyxy=(280,114,398,181)
article-text: It is hereby notified that the following particulars have been received by the Government from the office, and the report of the committee was adopted after a lengthy discussion upon the matters referred to them. The weather during the week has been fine and the crops in the district are reported to be looking remarkably well. A large number of settlers attended the meeting, and great interest was manifested in the proceedings, which were conducted in a most orderly manner throughout. xyxy=(537,986,656,1052)
masthead: THE WAIKATO TIMES, THURSDAY, JANUARY 6, 1887. xyxy=(245,14,869,39)
ad-flour: FLOUR xyxy=(121,500,141,507)
article-text: It is hereby notified that the following particulars have been received by the Government from the office, and the report of the committee was adopted after a lengthy discussion upon the matters referred to them. The weather during the week has been fine and the crops in the district are reported to be looking remarkably well. A large number of settlers attended the meeting, and great interest was manifested in the proceedings, which were conducted in a most orderly manner throughout. xyxy=(537,136,656,202)
article-text: It is hereby notified that the following particulars have been received by the Government from the office, and the report of the committee was adopted after a lengthy discussion upon the matters referred to them. The weather during the week has been fine and the crops in the district are reported to be looking remarkably well. A large number of settlers attended the meeting, and great interest was manifested in the proceedings, which were conducted in a most orderly manner throughout. xyxy=(151,1961,270,2027)
article-text: It is hereby notified that the following particulars have been received by the Government from the office, and the report of the committee was adopted after a lengthy discussion upon the matters referred to them. The weather during the week has been fine and the crops in the district are reported to be looking remarkably well. A large number of settlers attended the meeting, and great interest was manifested in the proceedings, which were conducted in a most orderly manner throughout. xyxy=(408,769,527,836)
article-text: It is hereby notified that the following particulars have been received by the Government from the office, and the report of the committee was adopted after a lengthy discussion upon the matters referred to them. The weather during the week has been fine and the crops in the district are reported to be looking remarkably well. A large number of settlers attended the meeting, and great interest was manifested in the proceedings, which were conducted in a most orderly manner throughout. xyxy=(151,488,270,555)
article-text: It is hereby notified that the following particulars have been received by the Government from the office, and the report of the committee was adopted after a lengthy discussion upon the matters referred to them. The weather during the week has been fine and the crops in the district are reported to be looking remarkably well. A large number of settlers attended the meeting, and great interest was manifested in the proceedings, which were conducted in a most orderly manner throughout. xyxy=(151,1292,270,1358)
article-text: It is hereby notified that the following particulars have been received by the Government from the office, and the report of the committee was adopted after a lengthy discussion upon the matters referred to them. The weather during the week has been fine and the crops in the district are reported to be looking remarkably well. A large number of settlers attended the meeting, and great interest was manifested in the proceedings, which were conducted in a most orderly manner throughout. xyxy=(280,1699,398,1765)
article-text: It is hereby notified that the following particulars have been received by the Government from the office, and the report of the committee was adopted after a lengthy discussion upon the matters referred to them. The weather during the week has been fine and the crops in the district are reported to be looking remarkably well. A large number of settlers attended the meeting, and great interest was manifested in the proceedings, which were conducted in a most orderly manner throughout. xyxy=(23,648,141,715)
subheading-cabinet: THE CABINET TO BE RE-CONSTRUCTED. xyxy=(807,69,900,87)
article-text: It is hereby notified that the following particulars have been received by the Government from the office, and the report of the committee was adopted after a lengthy discussion upon the matters referred to them. The weather during the week has been fine and the crops in the district are reported to be looking remarkably well. A large number of settlers attended the meeting, and great interest was manifested in the proceedings, which were conducted in a most orderly manner throughout. xyxy=(280,2234,398,2300)
heading-sporting: SPORTING. xyxy=(445,1039,490,1048)
article-text: It is hereby notified that the following particulars have been received by the Government from the office, and the report of the committee was adopted after a lengthy discussion upon the matters referred to them. The weather during the week has been fine and the crops in the district are reported to be looking remarkably well. A large number of settlers attended the meeting, and great interest was manifested in the proceedings, which were conducted in a most orderly manner throughout. xyxy=(280,48,398,114)
article-text: It is hereby notified that the following particulars have been received by the Government from the office, and the report of the committee was adopted after a lengthy discussion upon the matters referred to them. The weather during the week has been fine and the crops in the district are reported to be looking remarkably well. A large number of settlers attended the meeting, and great interest was manifested in the proceedings, which were conducted in a most orderly manner throughout. xyxy=(280,2033,398,2100)
article-text: It is hereby notified that the following particulars have been received by the Government from the office, and the report of the committee was adopted after a lengthy discussion upon the matters referred to them. The weather during the week has been fine and the crops in the district are reported to be looking remarkably well. A large number of settlers attended the meeting, and great interest was manifested in the proceedings, which were conducted in a most orderly manner throughout. xyxy=(408,502,527,568)
article-text: It is hereby notified that the following particulars have been received by the Government from the office, and the report of the committee was adopted after a lengthy discussion upon the matters referred to them. The weather during the week has been fine and the crops in the district are reported to be looking remarkably well. A large number of settlers attended the meeting, and great interest was manifested in the proceedings, which were conducted in a most orderly manner throughout. xyxy=(408,970,527,1037)
ad-text: Believe in THIS PAPER. WHY? xyxy=(45,390,119,397)
ad-story: The Story : 1860.—Strange Lives. xyxy=(170,198,251,205)
separator xyxy=(58,331,105,332)
article-text: It is hereby notified that the following particulars have been received by the Government from the office, and the report of the committee was adopted after a lengthy discussion upon the matters referred to them. The weather during the week has been fine and the crops in the district are reported to be looking remarkably well. A large number of settlers attended the meeting, and great interest was manifested in the proceedings, which were conducted in a most orderly manner throughout. xyxy=(151,622,270,688)
article-text: It is hereby notified that the following particulars have been received by the Government from the office, and the report of the committee was adopted after a lengthy discussion upon the matters referred to them. The weather during the week has been fine and the crops in the district are reported to be looking remarkably well. A large number of settlers attended the meeting, and great interest was manifested in the proceedings, which were conducted in a most orderly manner throughout. xyxy=(408,903,527,970)
article-text: It is hereby notified that the following particulars have been received by the Government from the office, and the report of the committee was adopted after a lengthy discussion upon the matters referred to them. The weather during the week has been fine and the crops in the district are reported to be looking remarkably well. A large number of settlers attended the meeting, and great interest was manifested in the proceedings, which were conducted in a most orderly manner throughout. xyxy=(408,1680,527,1747)
separator xyxy=(187,208,234,209)
heading-telegrams: TELEGRAMS. xyxy=(923,50,1091,75)
article-text: It is hereby notified that the following particulars have been received by the Government from the office, and the report of the committee was adopted after a lengthy discussion upon the matters referred to them. The weather during the week has been fine and the crops in the district are reported to be looking remarkably well. A large number of settlers attended the meeting, and great interest was manifested in the proceedings, which were conducted in a most orderly manner throughout. xyxy=(666,1195,784,1261)
article-text: It is hereby notified that the following particulars have been received by the Government from the office, and the report of the committee was adopted after a lengthy discussion upon the matters referred to them. The weather during the week has been fine and the crops in the district are reported to be looking remarkably well. A large number of settlers attended the meeting, and great interest was manifested in the proceedings, which were conducted in a most orderly manner throughout. xyxy=(23,980,141,1047)
article-text: It is hereby notified that the following particulars have been received by the Government from the office, and the report of the committee was adopted after a lengthy discussion upon the matters referred to them. The weather during the week has been fine and the crops in the district are reported to be looking remarkably well. A large number of settlers attended the meeting, and great interest was manifested in the proceedings, which were conducted in a most orderly manner throughout. xyxy=(666,356,784,422)
subheading-resignations: RUMOURED RESIGNATIONS. xyxy=(806,88,901,96)
article-text: It is hereby notified that the following particulars have been received by the Government from the office, and the report of the committee was adopted after a lengthy discussion upon the matters referred to them. The weather during the week has been fine and the crops in the district are reported to be looking remarkably well. A large number of settlers attended the meeting, and great interest was manifested in the proceedings, which were conducted in a most orderly manner throughout. xyxy=(537,1789,656,1855)
article-text: It is hereby notified that the following particulars have been received by the Government from the office, and the report of the committee was adopted after a lengthy discussion upon the matters referred to them. The weather during the week has been fine and the crops in the district are reported to be looking remarkably well. A large number of settlers attended the meeting, and great interest was manifested in the proceedings, which were conducted in a most orderly manner throughout. xyxy=(408,703,527,769)
ad-supplement: The Waikato Times Supplement, Entitled xyxy=(161,103,260,119)
ad-text: I abominate shams, and xyxy=(55,352,109,359)
article-text: It is hereby notified that the following particulars have been received by the Government from the office, and the report of the committee was adopted after a lengthy discussion upon the matters referred to them. The weather during the week has been fine and the crops in the district are reported to be looking remarkably well. A large number of settlers attended the meeting, and great interest was manifested in the proceedings, which were conducted in a most orderly manner throughout. xyxy=(794,1281,913,1347)
article-text: It is hereby notified that the following particulars have been received by the Government from the office, and the report of the committee was adopted after a lengthy discussion upon the matters referred to them. The weather during the week has been fine and the crops in the district are reported to be looking remarkably well. A large number of settlers attended the meeting, and great interest was manifested in the proceedings, which were conducted in a most orderly manner throughout. xyxy=(666,1416,784,1482)
article-text: It is hereby notified that the following particulars have been received by the Government from the office, and the report of the committee was adopted after a lengthy discussion upon the matters referred to them. The weather during the week has been fine and the crops in the district are reported to be looking remarkably well. A large number of settlers attended the meeting, and great interest was manifested in the proceedings, which were conducted in a most orderly manner throughout. xyxy=(23,1114,141,1180)
article-text: It is hereby notified that the following particulars have been received by the Government from the office, and the report of the committee was adopted after a lengthy discussion upon the matters referred to them. The weather during the week has been fine and the crops in the district are reported to be looking remarkably well. A large number of settlers attended the meeting, and great interest was manifested in the proceedings, which were conducted in a most orderly manner throughout. xyxy=(280,1899,398,1966)
article-text: It is hereby notified that the following particulars have been received by the Government from the office, and the report of the committee was adopted after a lengthy discussion upon the matters referred to them. The weather during the week has been fine and the crops in the district are reported to be looking remarkably well. A large number of settlers attended the meeting, and great interest was manifested in the proceedings, which were conducted in a most orderly manner throughout. xyxy=(151,2028,270,2094)
article-text: It is hereby notified that the following particulars have been received by the Government from the office, and the report of the committee was adopted after a lengthy discussion upon the matters referred to them. The weather during the week has been fine and the crops in the district are reported to be looking remarkably well. A large number of settlers attended the meeting, and great interest was manifested in the proceedings, which were conducted in a most orderly manner throughout. xyxy=(23,398,141,464)
article-text: It is hereby notified that the following particulars have been received by the Government from the office, and the report of the committee was adopted after a lengthy discussion upon the matters referred to them. The weather during the week has been fine and the crops in the district are reported to be looking remarkably well. A large number of settlers attended the meeting, and great interest was manifested in the proceedings, which were conducted in a most orderly manner throughout. xyxy=(408,1479,527,1546)
article-text: It is hereby notified that the following particulars have been received by the Government from the office, and the report of the committee was adopted after a lengthy discussion upon the matters referred to them. The weather during the week has been fine and the crops in the district are reported to be looking remarkably well. A large number of settlers attended the meeting, and great interest was manifested in the proceedings, which were conducted in a most orderly manner throughout. xyxy=(151,1760,270,1826)
article-text: It is hereby notified that the following particulars have been received by the Government from the office, and the report of the committee was adopted after a lengthy discussion upon the matters referred to them. The weather during the week has been fine and the crops in the district are reported to be looking remarkably well. A large number of settlers attended the meeting, and great interest was manifested in the proceedings, which were conducted in a most orderly manner throughout. xyxy=(151,1894,270,1960)
article-text: It is hereby notified that the following particulars have been received by the Government from the office, and the report of the committee was adopted after a lengthy discussion upon the matters referred to them. The weather during the week has been fine and the crops in the district are reported to be looking remarkably well. A large number of settlers attended the meeting, and great interest was manifested in the proceedings, which were conducted in a most orderly manner throughout. xyxy=(537,1722,656,1788)
article-text: It is hereby notified that the following particulars have been received by the Government from the office, and the report of the committee was adopted after a lengthy discussion upon the matters referred to them. The weather during the week has been fine and the crops in the district are reported to be looking remarkably well. A large number of settlers attended the meeting, and great interest was manifested in the proceedings, which were conducted in a most orderly manner throughout. xyxy=(537,852,656,918)
heading-church-services: CHURCH SERVICES. xyxy=(42,970,122,979)
heading-raglan: RAGLAN. xyxy=(321,597,357,606)
article-text: It is hereby notified that the following particulars have been received by the Government from the office, and the report of the committee was adopted after a lengthy discussion upon the matters referred to them. The weather during the week has been fine and the crops in the district are reported to be looking remarkably well. A large number of settlers attended the meeting, and great interest was manifested in the proceedings, which were conducted in a most orderly manner throughout. xyxy=(151,1559,270,1626)
article-text: It is hereby notified that the following particulars have been received by the Government from the office, and the report of the committee was adopted after a lengthy discussion upon the matters referred to them. The weather during the week has been fine and the crops in the district are reported to be looking remarkably well. A large number of settlers attended the meeting, and great interest was manifested in the proceedings, which were conducted in a most orderly manner throughout. xyxy=(794,385,913,451)
column-7 xyxy=(789,48,918,1534)
article-text: It is hereby notified that the following particulars have been received by the Government from the office, and the report of the committee was adopted after a lengthy discussion upon the matters referred to them. The weather during the week has been fine and the crops in the district are reported to be looking remarkably well. A large number of settlers attended the meeting, and great interest was manifested in the proceedings, which were conducted in a most orderly manner throughout. xyxy=(537,438,656,504)
article-text: It is hereby notified that the following particulars have been received by the Government from the office, and the report of the committee was adopted after a lengthy discussion upon the matters referred to them. The weather during the week has been fine and the crops in the district are reported to be looking remarkably well. A large number of settlers attended the meeting, and great interest was manifested in the proceedings, which were conducted in a most orderly manner throughout. xyxy=(151,1425,270,1492)
subheading-whitmore: General Whitmore. xyxy=(573,430,620,437)
heading-stud-sale: STUD COMPANY'S ANNUAL SALE. xyxy=(415,1261,521,1278)
article-text: It is hereby notified that the following particulars have been received by the Government from the office, and the report of the committee was adopted after a lengthy discussion upon the matters referred to them. The weather during the week has been fine and the crops in the district are reported to be looking remarkably well. A large number of settlers attended the meeting, and great interest was manifested in the proceedings, which were conducted in a most orderly manner throughout. xyxy=(666,1128,784,1194)
article-text: It is hereby notified that the following particulars have been received by the Government from the office, and the report of the committee was adopted after a lengthy discussion upon the matters referred to them. The weather during the week has been fine and the crops in the district are reported to be looking remarkably well. A large number of settlers attended the meeting, and great interest was manifested in the proceedings, which were conducted in a most orderly manner throughout. xyxy=(23,715,141,782)
article-text: It is hereby notified that the following particulars have been received by the Government from the office, and the report of the committee was adopted after a lengthy discussion upon the matters referred to them. The weather during the week has been fine and the crops in the district are reported to be looking remarkably well. A large number of settlers attended the meeting, and great interest was manifested in the proceedings, which were conducted in a most orderly manner throughout. xyxy=(537,1521,656,1587)
article-text: It is hereby notified that the following particulars have been received by the Government from the office, and the report of the committee was adopted after a lengthy discussion upon the matters referred to them. The weather during the week has been fine and the crops in the district are reported to be looking remarkably well. A large number of settlers attended the meeting, and great interest was manifested in the proceedings, which were conducted in a most orderly manner throughout. xyxy=(23,1047,141,1113)
article-text: It is hereby notified that the following particulars have been received by the Government from the office, and the report of the committee was adopted after a lengthy discussion upon the matters referred to them. The weather during the week has been fine and the crops in the district are reported to be looking remarkably well. A large number of settlers attended the meeting, and great interest was manifested in the proceedings, which were conducted in a most orderly manner throughout. xyxy=(280,461,398,527)
ad-for-sale: FOR SALE. xyxy=(34,633,130,646)
separator xyxy=(58,630,105,631)
column-1 xyxy=(18,48,146,1534)
subheading-latest: THE LATEST. xyxy=(989,610,1026,617)
article-text: It is hereby notified that the following particulars have been received by the Government from the office, and the report of the committee was adopted after a lengthy discussion upon the matters referred to them. The weather during the week has been fine and the crops in the district are reported to be looking remarkably well. A large number of settlers attended the meeting, and great interest was manifested in the proceedings, which were conducted in a most orderly manner throughout. xyxy=(537,1856,656,1922)
article-text: It is hereby notified that the following particulars have been received by the Government from the office, and the report of the committee was adopted after a lengthy discussion upon the matters referred to them. The weather during the week has been fine and the crops in the district are reported to be looking remarkably well. A large number of settlers attended the meeting, and great interest was manifested in the proceedings, which were conducted in a most orderly manner throughout. xyxy=(280,2167,398,2233)
article-text: It is hereby notified that the following particulars have been received by the Government from the office, and the report of the committee was adopted after a lengthy discussion upon the matters referred to them. The weather during the week has been fine and the crops in the district are reported to be looking remarkably well. A large number of settlers attended the meeting, and great interest was manifested in the proceedings, which were conducted in a most orderly manner throughout. xyxy=(537,785,656,851)
subheading-totalisator: The Totalisator Dividend. xyxy=(565,354,628,361)
paper-date: THURSDAY, JAN. 6, 1887. xyxy=(167,270,254,280)
article-text: It is hereby notified that the following particulars have been received by the Government from the office, and the report of the committee was adopted after a lengthy discussion upon the matters referred to them. The weather during the week has been fine and the crops in the district are reported to be looking remarkably well. A large number of settlers attended the meeting, and great interest was manifested in the proceedings, which were conducted in a most orderly manner throughout. xyxy=(408,126,527,193)
column-4 xyxy=(403,48,532,2014)
article-text: It is hereby notified that the following particulars have been received by the Government from the office, and the report of the committee was adopted after a lengthy discussion upon the matters referred to them. The weather during the week has been fine and the crops in the district are reported to be looking remarkably well. A large number of settlers attended the meeting, and great interest was manifested in the proceedings, which were conducted in a most orderly manner throughout. xyxy=(151,1225,270,1291)
ad-hard-to-win: HARD TO WIN: xyxy=(157,117,264,167)
article-text: It is hereby notified that the following particulars have been received by the Government from the office, and the report of the committee was adopted after a lengthy discussion upon the matters referred to them. The weather during the week has been fine and the crops in the district are reported to be looking remarkably well. A large number of settlers attended the meeting, and great interest was manifested in the proceedings, which were conducted in a most orderly manner throughout. xyxy=(23,261,141,328)
article-text: It is hereby notified that the following particulars have been received by the Government from the office, and the report of the committee was adopted after a lengthy discussion upon the matters referred to them. The weather during the week has been fine and the crops in the district are reported to be looking remarkably well. A large number of settlers attended the meeting, and great interest was manifested in the proceedings, which were conducted in a most orderly manner throughout. xyxy=(280,1498,398,1564)
article-text: It is hereby notified that the following particulars have been received by the Government from the office, and the report of the committee was adopted after a lengthy discussion upon the matters referred to them. The weather during the week has been fine and the crops in the district are reported to be looking remarkably well. A large number of settlers attended the meeting, and great interest was manifested in the proceedings, which were conducted in a most orderly manner throughout. xyxy=(794,1004,913,1071)
article-text: It is hereby notified that the following particulars have been received by the Government from the office, and the report of the committee was adopted after a lengthy discussion upon the matters referred to them. The weather during the week has been fine and the crops in the district are reported to be looking remarkably well. A large number of settlers attended the meeting, and great interest was manifested in the proceedings, which were conducted in a most orderly manner throughout. xyxy=(794,1071,913,1138)
article-text: It is hereby notified that the following particulars have been received by the Government from the office, and the report of the committee was adopted after a lengthy discussion upon the matters referred to them. The weather during the week has been fine and the crops in the district are reported to be looking remarkably well. A large number of settlers attended the meeting, and great interest was manifested in the proceedings, which were conducted in a most orderly manner throughout. xyxy=(151,421,270,488)
subheading-methodist: Methodist Free Church. xyxy=(567,203,625,210)
article-text: It is hereby notified that the following particulars have been received by the Government from the office, and the report of the committee was adopted after a lengthy discussion upon the matters referred to them. The weather during the week has been fine and the crops in the district are reported to be looking remarkably well. A large number of settlers attended the meeting, and great interest was manifested in the proceedings, which were conducted in a most orderly manner throughout. xyxy=(280,616,398,682)
column-3 xyxy=(274,48,403,2300)
subheading-mails: THE MAILS. xyxy=(990,265,1024,272)
article-text: It is hereby notified that the following particulars have been received by the Government from the office, and the report of the committee was adopted after a lengthy discussion upon the matters referred to them. The weather during the week has been fine and the crops in the district are reported to be looking remarkably well. A large number of settlers attended the meeting, and great interest was manifested in the proceedings, which were conducted in a most orderly manner throughout. xyxy=(280,1084,398,1150)
heading-te-aroha: TE AROHA. xyxy=(317,1153,361,1162)
article-text: It is hereby notified that the following particulars have been received by the Government from the office, and the report of the committee was adopted after a lengthy discussion upon the matters referred to them. The weather during the week has been fine and the crops in the district are reported to be looking remarkably well. A large number of settlers attended the meeting, and great interest was manifested in the proceedings, which were conducted in a most orderly manner throughout. xyxy=(666,423,784,489)
article-text: It is hereby notified that the following particulars have been received by the Government from the office, and the report of the committee was adopted after a lengthy discussion upon the matters referred to them. The weather during the week has been fine and the crops in the district are reported to be looking remarkably well. A large number of settlers attended the meeting, and great interest was manifested in the proceedings, which were conducted in a most orderly manner throughout. xyxy=(23,194,141,261)
ad-text: AND xyxy=(204,249,217,256)
article-text: It is hereby notified that the following particulars have been received by the Government from the office, and the report of the committee was adopted after a lengthy discussion upon the matters referred to them. The weather during the week has been fine and the crops in the district are reported to be looking remarkably well. A large number of settlers attended the meeting, and great interest was manifested in the proceedings, which were conducted in a most orderly manner throughout. xyxy=(794,689,913,755)
ad-golden-gem: "GOLDEN GEM" xyxy=(26,481,138,498)
article-text: It is hereby notified that the following particulars have been received by the Government from the office, and the report of the committee was adopted after a lengthy discussion upon the matters referred to them. The weather during the week has been fine and the crops in the district are reported to be looking remarkably well. A large number of settlers attended the meeting, and great interest was manifested in the proceedings, which were conducted in a most orderly manner throughout. xyxy=(537,584,656,650)
article-text: It is hereby notified that the following particulars have been received by the Government from the office, and the report of the committee was adopted after a lengthy discussion upon the matters referred to them. The weather during the week has been fine and the crops in the district are reported to be looking remarkably well. A large number of settlers attended the meeting, and great interest was manifested in the proceedings, which were conducted in a most orderly manner throughout. xyxy=(666,289,784,355)
article-text: It is hereby notified that the following particulars have been received by the Government from the office, and the report of the committee was adopted after a lengthy discussion upon the matters referred to them. The weather during the week has been fine and the crops in the district are reported to be looking remarkably well. A large number of settlers attended the meeting, and great interest was manifested in the proceedings, which were conducted in a most orderly manner throughout. xyxy=(666,1617,784,1683)
article-text: It is hereby notified that the following particulars have been received by the Government from the office, and the report of the committee was adopted after a lengthy discussion upon the matters referred to them. The weather during the week has been fine and the crops in the district are reported to be looking remarkably well. A large number of settlers attended the meeting, and great interest was manifested in the proceedings, which were conducted in a most orderly manner throughout. xyxy=(23,127,141,194)
article-text: It is hereby notified that the following particulars have been received by the Government from the office, and the report of the committee was adopted after a lengthy discussion upon the matters referred to them. The weather during the week has been fine and the crops in the district are reported to be looking remarkably well. A large number of settlers attended the meeting, and great interest was manifested in the proceedings, which were conducted in a most orderly manner throughout. xyxy=(408,1546,527,1613)
article-text: It is hereby notified that the following particulars have been received by the Government from the office, and the report of the committee was adopted after a lengthy discussion upon the matters referred to them. The weather during the week has been fine and the crops in the district are reported to be looking remarkably well. A large number of settlers attended the meeting, and great interest was manifested in the proceedings, which were conducted in a most orderly manner throughout. xyxy=(151,555,270,622)
article-text: It is hereby notified that the following particulars have been received by the Government from the office, and the report of the committee was adopted after a lengthy discussion upon the matters referred to them. The weather during the week has been fine and the crops in the district are reported to be looking remarkably well. A large number of settlers attended the meeting, and great interest was manifested in the proceedings, which were conducted in a most orderly manner throughout. xyxy=(280,1163,398,1229)
heading-new-zealand: NEW ZEALAND. xyxy=(945,778,1070,795)
article-text: It is hereby notified that the following particulars have been received by the Government from the office, and the report of the committee was adopted after a lengthy discussion upon the matters referred to them. The weather during the week has been fine and the crops in the district are reported to be looking remarkably well. A large number of settlers attended the meeting, and great interest was manifested in the proceedings, which were conducted in a most orderly manner throughout. xyxy=(23,1181,141,1247)
article-text: It is hereby notified that the following particulars have been received by the Government from the office, and the report of the committee was adopted after a lengthy discussion upon the matters referred to them. The weather during the week has been fine and the crops in the district are reported to be looking remarkably well. A large number of settlers attended the meeting, and great interest was manifested in the proceedings, which were conducted in a most orderly manner throughout. xyxy=(408,836,527,903)
article-text: It is hereby notified that the following particulars have been received by the Government from the office, and the report of the committee was adopted after a lengthy discussion upon the matters referred to them. The weather during the week has been fine and the crops in the district are reported to be looking remarkably well. A large number of settlers attended the meeting, and great interest was manifested in the proceedings, which were conducted in a most orderly manner throughout. xyxy=(666,490,784,556)
masthead-rule xyxy=(18,43,1096,44)
article-text: It is hereby notified that the following particulars have been received by the Government from the office, and the report of the committee was adopted after a lengthy discussion upon the matters referred to them. The weather during the week has been fine and the crops in the district are reported to be looking remarkably well. A large number of settlers attended the meeting, and great interest was manifested in the proceedings, which were conducted in a most orderly manner throughout. xyxy=(280,1297,398,1363)
heading-small-pox: THE SMALL-POX IN AUSTRALIA. xyxy=(669,771,781,779)
article-text: It is hereby notified that the following particulars have been received by the Government from the office, and the report of the committee was adopted after a lengthy discussion upon the matters referred to them. The weather during the week has been fine and the crops in the district are reported to be looking remarkably well. A large number of settlers attended the meeting, and great interest was manifested in the proceedings, which were conducted in a most orderly manner throughout. xyxy=(666,915,784,982)
article-text: It is hereby notified that the following particulars have been received by the Government from the office, and the report of the committee was adopted after a lengthy discussion upon the matters referred to them. The weather during the week has been fine and the crops in the district are reported to be looking remarkably well. A large number of settlers attended the meeting, and great interest was manifested in the proceedings, which were conducted in a most orderly manner throughout. xyxy=(408,1613,527,1680)
article-text: It is hereby notified that the following particulars have been received by the Government from the office, and the report of the committee was adopted after a lengthy discussion upon the matters referred to them. The weather during the week has been fine and the crops in the district are reported to be looking remarkably well. A large number of settlers attended the meeting, and great interest was manifested in the proceedings, which were conducted in a most orderly manner throughout. xyxy=(666,1349,784,1415)
article-text: It is hereby notified that the following particulars have been received by the Government from the office, and the report of the committee was adopted after a lengthy discussion upon the matters referred to them. The weather during the week has been fine and the crops in the district are reported to be looking remarkably well. A large number of settlers attended the meeting, and great interest was manifested in the proceedings, which were conducted in a most orderly manner throughout. xyxy=(666,155,784,221)
article-text: It is hereby notified that the following particulars have been received by the Government from the office, and the report of the committee was adopted after a lengthy discussion upon the matters referred to them. The weather during the week has been fine and the crops in the district are reported to be looking remarkably well. A large number of settlers attended the meeting, and great interest was manifested in the proceedings, which were conducted in a most orderly manner throughout. xyxy=(923,107,1091,185)
article-text: It is hereby notified that the following particulars have been received by the Government from the office, and the report of the committee was adopted after a lengthy discussion upon the matters referred to them. The weather during the week has been fine and the crops in the district are reported to be looking remarkably well. A large number of settlers attended the meeting, and great interest was manifested in the proceedings, which were conducted in a most orderly manner throughout. xyxy=(280,1565,398,1631)
article-text: It is hereby notified that the following particulars have been received by the Government from the office, and the report of the committee was adopted after a lengthy discussion upon the matters referred to them. The weather during the week has been fine and the crops in the district are reported to be looking remarkably well. A large number of settlers attended the meeting, and great interest was manifested in the proceedings, which were conducted in a most orderly manner throughout. xyxy=(280,2100,398,2167)
article-text: It is hereby notified that the following particulars have been received by the Government from the office, and the report of the committee was adopted after a lengthy discussion upon the matters referred to them. The weather during the week has been fine and the crops in the district are reported to be looking remarkably well. A large number of settlers attended the meeting, and great interest was manifested in the proceedings, which were conducted in a most orderly manner throughout. xyxy=(151,689,270,755)
